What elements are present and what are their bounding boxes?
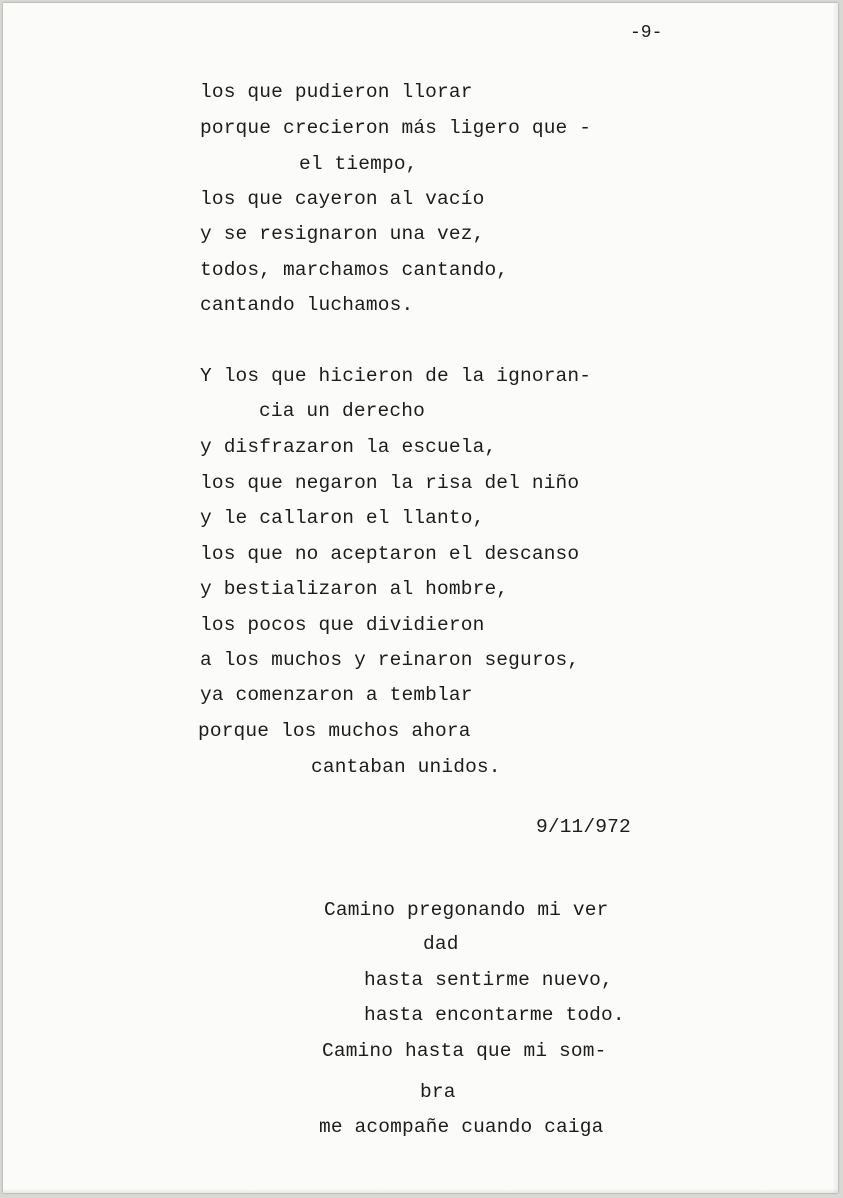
poem-date: 9/11/972 (536, 816, 631, 838)
poem-line: hasta sentirme nuevo, (364, 969, 613, 991)
poem-line: cantando luchamos. (200, 294, 414, 316)
page-bottom-edge (3, 1189, 838, 1193)
poem-line: y bestializaron al hombre, (200, 578, 509, 600)
poem-line: porque crecieron más ligero que - (200, 117, 592, 139)
document-page (3, 3, 838, 1193)
poem-line: los que pudieron llorar (200, 81, 473, 103)
poem-line: todos, marchamos cantando, (200, 259, 509, 281)
poem-line: los que cayeron al vacío (200, 188, 485, 210)
page-number: -9- (630, 23, 663, 43)
poem-line: a los muchos y reinaron seguros, (200, 649, 580, 671)
poem-line: el tiempo, (299, 153, 418, 175)
poem-line: y disfrazaron la escuela, (200, 436, 497, 458)
poem-line: hasta encontarme todo. (364, 1004, 625, 1026)
poem-line: cantaban unidos. (311, 756, 501, 778)
poem-line: Camino pregonando mi ver (324, 899, 609, 921)
poem-line: bra (420, 1081, 456, 1103)
poem-line: los que no aceptaron el descanso (200, 543, 580, 565)
poem-line: cia un derecho (259, 400, 425, 422)
poem-line: Y los que hicieron de la ignoran- (200, 365, 592, 387)
poem-line: ya comenzaron a temblar (200, 684, 473, 706)
poem-line: Camino hasta que mi som- (322, 1040, 607, 1062)
poem-line: y se resignaron una vez, (200, 223, 485, 245)
poem-line: dad (423, 933, 459, 955)
poem-line: me acompañe cuando caiga (319, 1116, 604, 1138)
poem-line: los que negaron la risa del niño (200, 472, 580, 494)
poem-line: y le callaron el llanto, (200, 507, 485, 529)
poem-line: porque los muchos ahora (198, 720, 471, 742)
poem-line: los pocos que dividieron (200, 614, 485, 636)
